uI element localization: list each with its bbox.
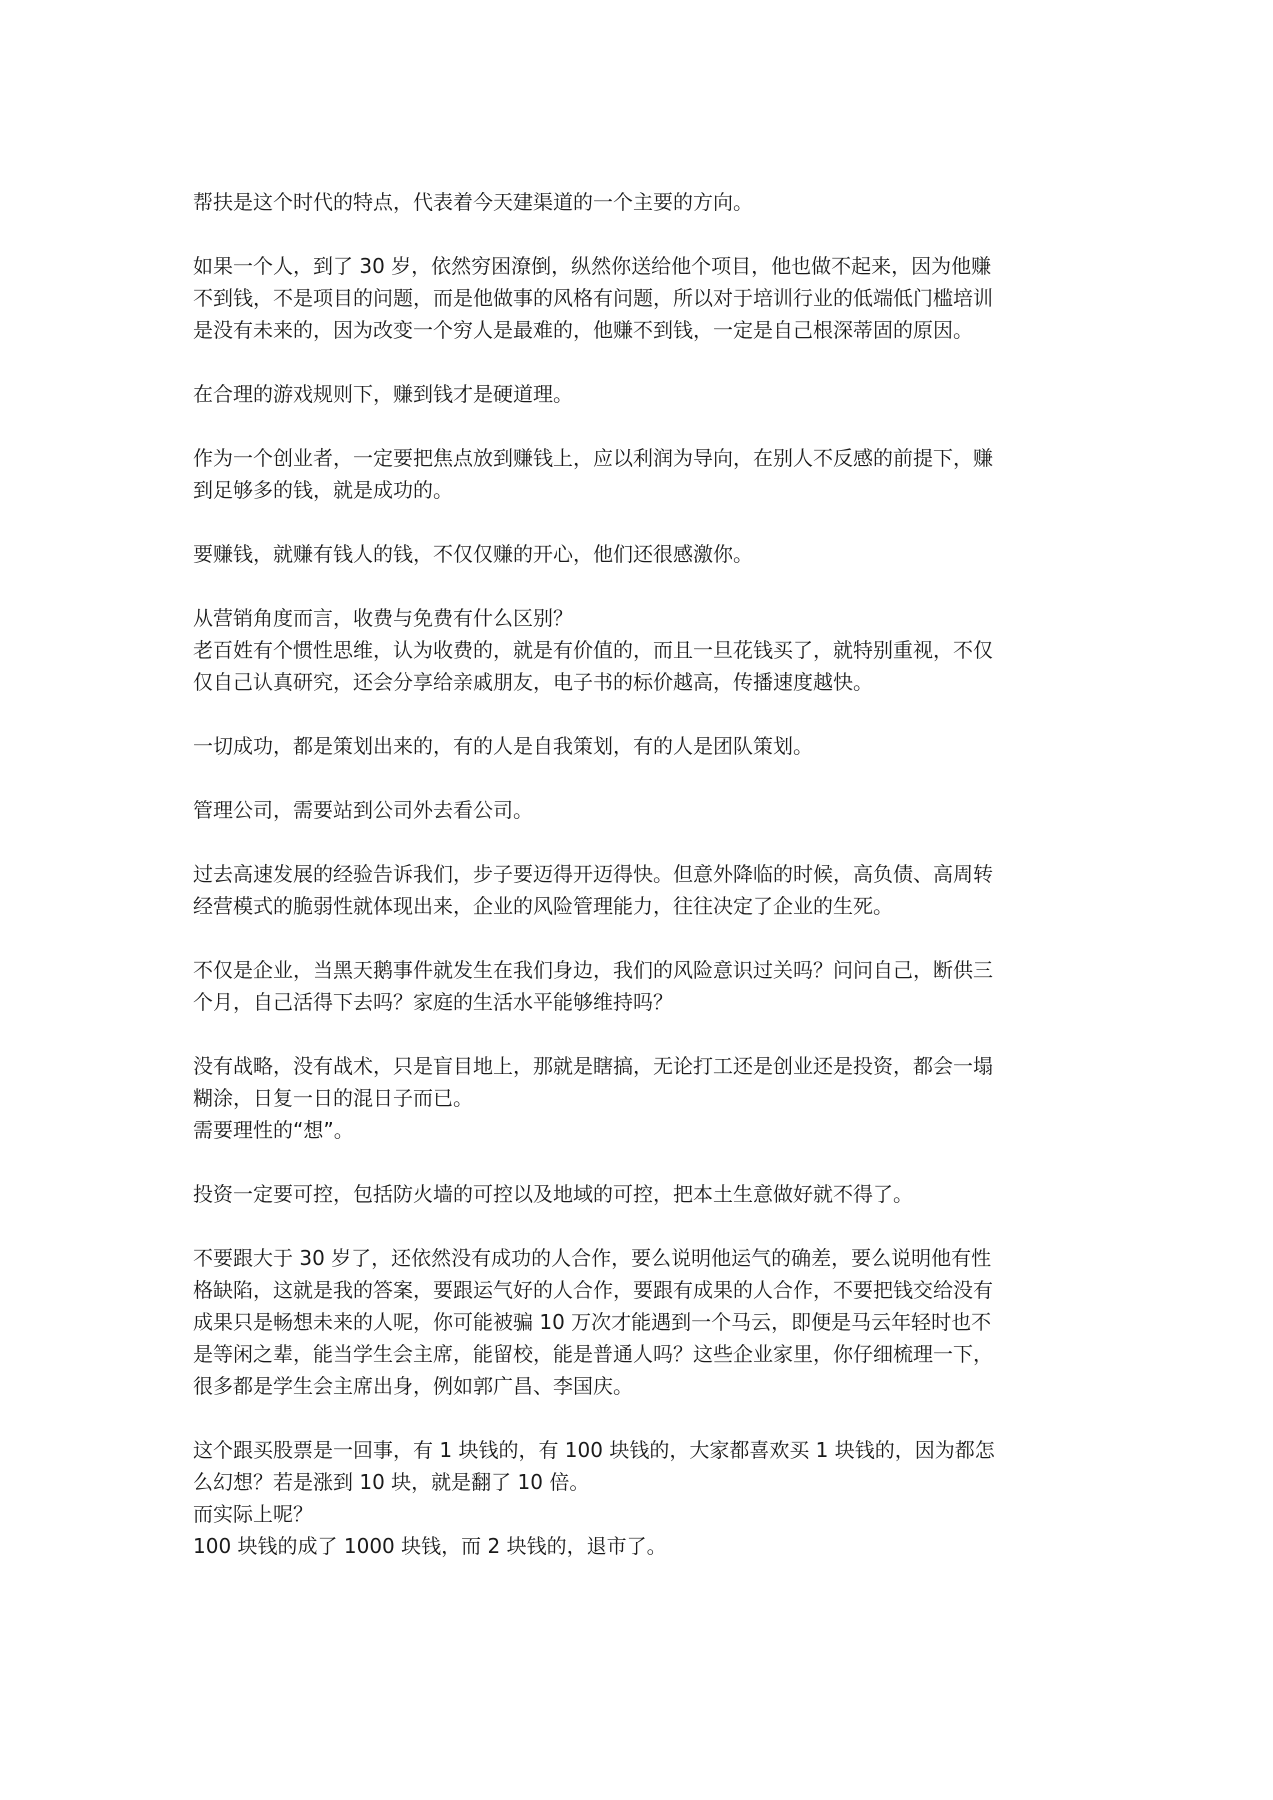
text-line: 很多都是学生会主席出身，例如郭广昌、李国庆。 [193,1374,633,1398]
text-line: 糊涂，日复一日的混日子而已。 [193,1086,473,1110]
text-line: 不仅是企业，当黑天鹅事件就发生在我们身边，我们的风险意识过关吗？问问自己，断供三 [193,958,993,982]
paragraph [193,1178,1088,1210]
paragraph [193,954,1088,1018]
text-line: 而实际上呢？ [193,1502,313,1526]
text-line: 如果一个人，到了 30 岁，依然穷困潦倒，纵然你送给他个项目，他也做不起来，因为他赚 [193,254,992,278]
text-line: 帮扶是这个时代的特点，代表着今天建渠道的一个主要的方向。 [193,190,753,214]
text-line: 100 块钱的成了 1000 块钱，而 2 块钱的，退市了。 [193,1534,667,1558]
text-line: 是没有未来的，因为改变一个穷人是最难的，他赚不到钱，一定是自己根深蒂固的原因。 [193,318,973,342]
text-line: 格缺陷，这就是我的答案，要跟运气好的人合作，要跟有成果的人合作，不要把钱交给没有 [193,1278,993,1302]
text-line: 不要跟大于 30 岁了，还依然没有成功的人合作，要么说明他运气的确差，要么说明他有性 [193,1246,992,1270]
paragraph [193,378,1088,410]
text-line: 作为一个创业者，一定要把焦点放到赚钱上，应以利润为导向，在别人不反感的前提下，赚 [193,446,993,470]
text-line: 要赚钱，就赚有钱人的钱，不仅仅赚的开心，他们还很感激你。 [193,542,753,566]
paragraph [193,186,1088,218]
text-line: 仅自己认真研究，还会分享给亲戚朋友，电子书的标价越高，传播速度越快。 [193,670,873,694]
document-body [193,186,1088,1594]
paragraph [193,1434,1088,1562]
text-line: 是等闲之辈，能当学生会主席，能留校，能是普通人吗？这些企业家里，你仔细梳理一下， [193,1342,993,1366]
paragraph [193,730,1088,762]
text-line: 需要理性的“想”。 [193,1118,354,1142]
text-line: 没有战略，没有战术，只是盲目地上，那就是瞎搞，无论打工还是创业还是投资，都会一塌 [193,1054,993,1078]
paragraph [193,858,1088,922]
text-line: 到足够多的钱，就是成功的。 [193,478,453,502]
text-line: 一切成功，都是策划出来的，有的人是自我策划，有的人是团队策划。 [193,734,813,758]
text-line: 这个跟买股票是一回事，有 1 块钱的，有 100 块钱的，大家都喜欢买 1 块钱的，因为都怎 [193,1438,995,1462]
paragraph [193,442,1088,506]
paragraph [193,602,1088,698]
text-line: 成果只是畅想未来的人呢，你可能被骗 10 万次才能遇到一个马云，即便是马云年轻时也不 [193,1310,992,1334]
text-line: 经营模式的脆弱性就体现出来，企业的风险管理能力，往往决定了企业的生死。 [193,894,893,918]
text-line: 老百姓有个惯性思维，认为收费的，就是有价值的，而且一旦花钱买了，就特别重视，不仅 [193,638,993,662]
paragraph [193,1242,1088,1402]
paragraph [193,250,1088,346]
paragraph [193,538,1088,570]
paragraph [193,1050,1088,1146]
text-line: 投资一定要可控，包括防火墙的可控以及地域的可控，把本土生意做好就不得了。 [193,1182,913,1206]
text-line: 在合理的游戏规则下，赚到钱才是硬道理。 [193,382,573,406]
text-line: 不到钱，不是项目的问题，而是他做事的风格有问题，所以对于培训行业的低端低门槛培训 [193,286,993,310]
text-line: 过去高速发展的经验告诉我们，步子要迈得开迈得快。但意外降临的时候，高负债、高周转 [193,862,993,886]
text-line: 个月，自己活得下去吗？家庭的生活水平能够维持吗？ [193,990,673,1014]
text-line: 管理公司，需要站到公司外去看公司。 [193,798,533,822]
text-line: 从营销角度而言，收费与免费有什么区别？ [193,606,573,630]
text-line: 么幻想？若是涨到 10 块，就是翻了 10 倍。 [193,1470,590,1494]
paragraph [193,794,1088,826]
